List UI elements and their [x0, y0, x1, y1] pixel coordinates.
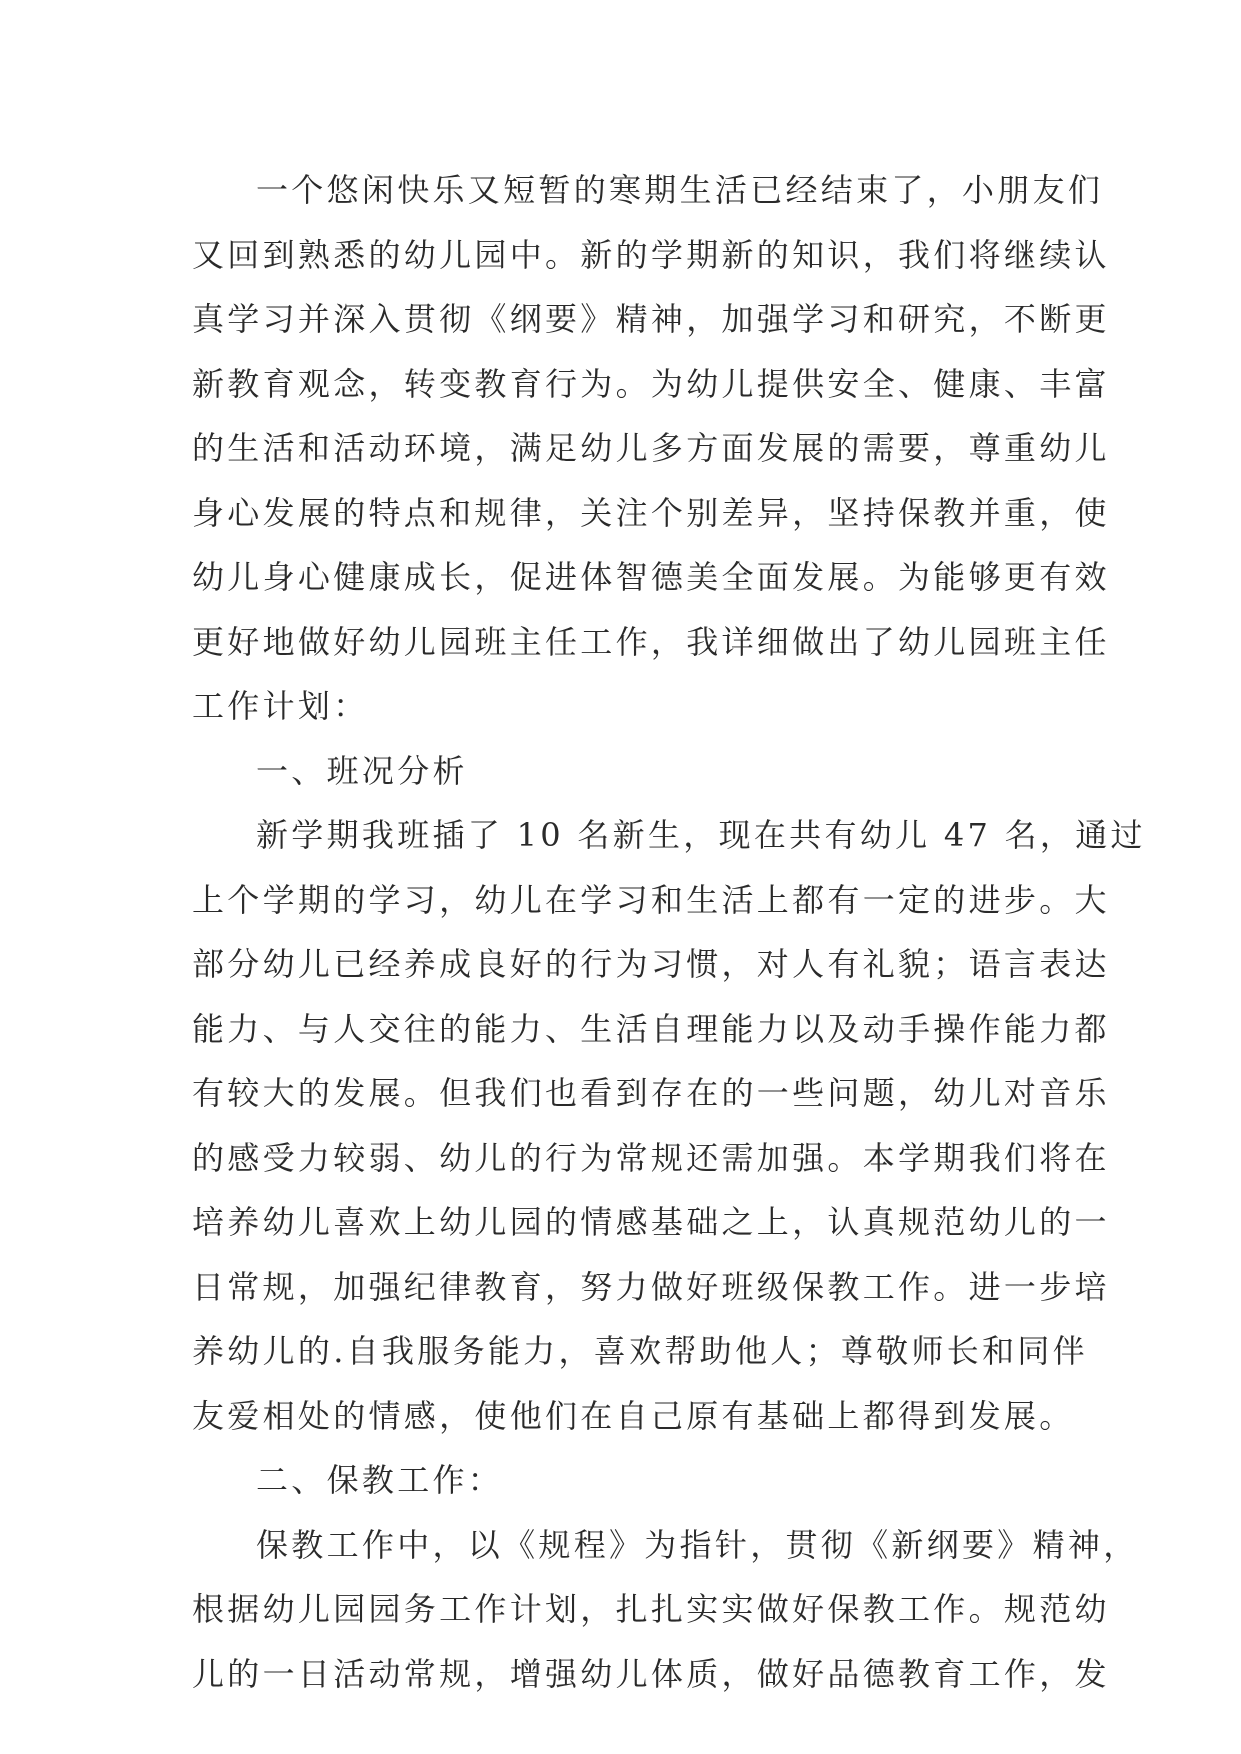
- text-line: 养幼儿的.自我服务能力，喜欢帮助他人；尊敬师长和同伴: [192, 1332, 1088, 1370]
- section-heading: 一、班况分析: [256, 751, 468, 790]
- text-line: 幼儿身心健康成长，促进体智德美全面发展。为能够更有效: [192, 558, 1110, 596]
- text-line: 日常规，加强纪律教育，努力做好班级保教工作。进一步培: [192, 1267, 1110, 1306]
- text-line: 的感受力较弱、幼儿的行为常规还需加强。本学期我们将在: [192, 1138, 1110, 1177]
- text-line: 工作计划：: [192, 687, 369, 725]
- text-line: 根据幼儿园园务工作计划，扎扎实实做好保教工作。规范幼: [192, 1590, 1110, 1628]
- section-heading: 二、保教工作：: [256, 1461, 504, 1499]
- text-line: 新教育观念，转变教育行为。为幼儿提供安全、健康、丰富: [192, 364, 1110, 403]
- text-line: 一个悠闲快乐又短暂的寒期生活已经结束了，小朋友们: [256, 171, 1104, 209]
- text-line: 的生活和活动环境，满足幼儿多方面发展的需要，尊重幼儿: [192, 429, 1110, 467]
- text-line: 又回到熟悉的幼儿园中。新的学期新的知识，我们将继续认: [192, 235, 1110, 274]
- text-line: 儿的一日活动常规，增强幼儿体质，做好品德教育工作，发: [192, 1654, 1110, 1693]
- text-line: 更好地做好幼儿园班主任工作，我详细做出了幼儿园班主任: [192, 622, 1110, 661]
- text-line: 保教工作中，以《规程》为指针，贯彻《新纲要》精神，: [256, 1525, 1139, 1564]
- text-line: 上个学期的学习，幼儿在学习和生活上都有一定的进步。大: [192, 880, 1110, 919]
- text-line: 身心发展的特点和规律，关注个别差异，坚持保教并重，使: [192, 493, 1110, 532]
- text-line: 能力、与人交往的能力、生活自理能力以及动手操作能力都: [192, 1009, 1110, 1048]
- text-line: 部分幼儿已经养成良好的行为习惯，对人有礼貌；语言表达: [192, 945, 1110, 983]
- text-line: 真学习并深入贯彻《纲要》精神，加强学习和研究，不断更: [192, 300, 1110, 338]
- text-line: 培养幼儿喜欢上幼儿园的情感基础之上，认真规范幼儿的一: [192, 1203, 1110, 1241]
- document-body: [192, 158, 1146, 1706]
- text-line: 友爱相处的情感，使他们在自己原有基础上都得到发展。: [192, 1396, 1075, 1435]
- text-line: 新学期我班插了 10 名新生，现在共有幼儿 47 名，通过: [256, 816, 1146, 854]
- text-line: 有较大的发展。但我们也看到存在的一些问题，幼儿对音乐: [192, 1074, 1110, 1112]
